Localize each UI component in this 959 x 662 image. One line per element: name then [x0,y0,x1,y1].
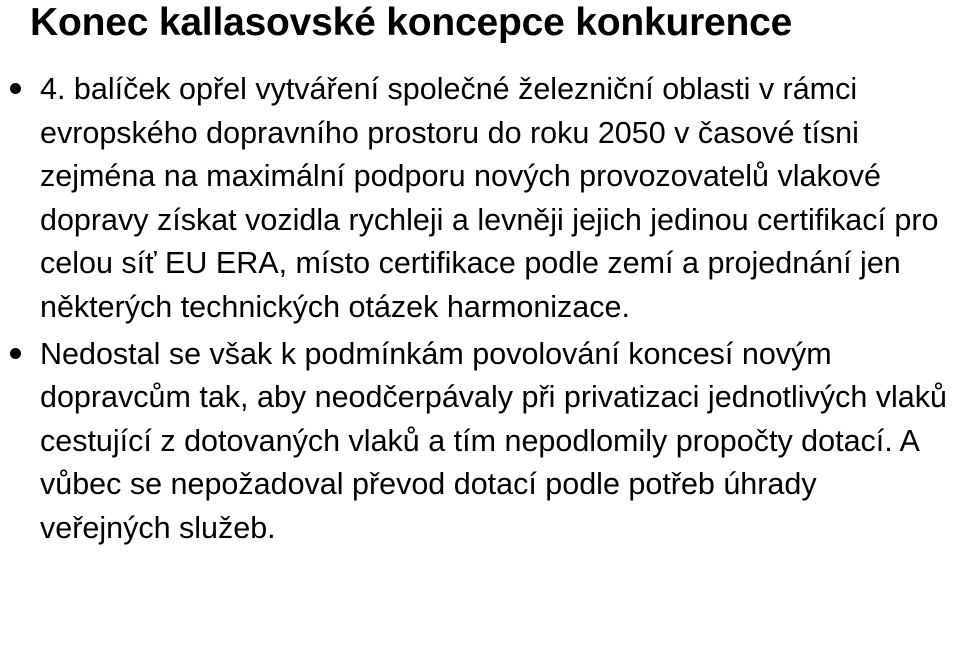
bullet-dot-icon [10,83,21,94]
bullet-text: 4. balíček opřel vytváření společné železniční oblasti v rámci evropského dopravního prostoru do roku 2050 v časové tísni zejména na maximální podporu nových provozovatelů vlakové dopravy získat vozidla rychleji a levněji jejich jedinou certifikací pro celou síť EU ERA, místo certifikace podle zemí a projednání jen některých technických otázek harmonizace. [40,72,939,324]
bullet-item [0,333,959,551]
slide-title: Konec kallasovské koncepce konkurence [30,1,793,44]
bullet-item [0,68,959,330]
bullet-text: Nedostal se však k podmínkám povolování koncesí novým dopravcům tak, aby neodčerpávaly při privatizaci jednotlivých vlaků cestující z dotovaných vlaků a tím nepodlomily propočty dotací. A vůbec se nepožadoval převod dotací podle potřeb úhrady veřejných služeb. [40,336,947,545]
bullet-dot-icon [10,348,21,359]
bullet-list [0,68,959,554]
